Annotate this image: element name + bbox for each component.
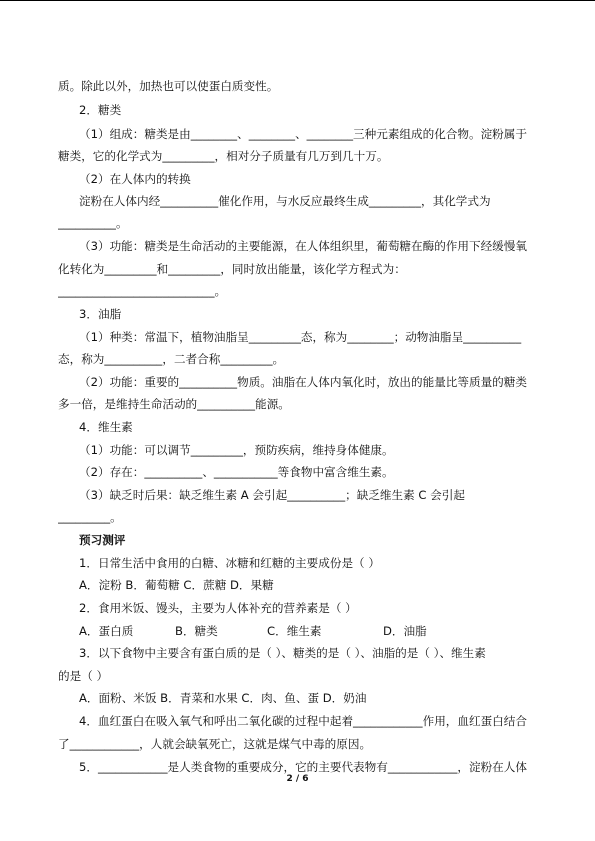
text-line: 多一倍，是维持生命活动的__________能源。 bbox=[58, 397, 290, 411]
text-line: （1）组成：糖类是由________、________、________三种元素组成的化合物。淀粉属于 bbox=[79, 127, 527, 141]
question-3: 3．以下食物中主要含有蛋白质的是（ ）、糖类的是（ ）、油脂的是（ ）、维生素 bbox=[79, 646, 486, 660]
text-line: __________。 bbox=[58, 216, 128, 230]
text-line: 态，称为__________，二者合称_________。 bbox=[58, 352, 285, 366]
text-line: ___________________________。 bbox=[58, 284, 227, 298]
text-line: 质。除此以外，加热也可以使蛋白质变性。 bbox=[58, 79, 279, 93]
question-2-options bbox=[79, 624, 548, 638]
question-1: 1．日常生活中食用的白糖、冰糖和红糖的主要成份是（ ） bbox=[79, 556, 380, 570]
text-line: 了____________，人就会缺氧死亡，这就是煤气中毒的原因。 bbox=[58, 737, 372, 751]
text-line: 的是（ ） bbox=[58, 669, 109, 683]
question-4: 4．血红蛋白在吸入氧气和呼出二氧化碳的过程中起着____________作用，血红蛋白结合 bbox=[79, 714, 527, 728]
text-line: 淀粉在人体内经__________催化作用，与水反应最终生成_________，其化学式为 bbox=[79, 194, 491, 208]
text-line: _________。 bbox=[58, 510, 122, 524]
text-line: （3）功能：糖类是生命活动的主要能源，在人体组织里，葡萄糖在酶的作用下经缓慢氧 bbox=[79, 239, 527, 253]
section-heading: 4．维生素 bbox=[79, 420, 133, 434]
question-3-options: A．面粉、米饭 B．青菜和水果 C．肉、鱼、蛋 D．奶油 bbox=[79, 691, 367, 705]
section-heading: 2．糖类 bbox=[79, 103, 122, 117]
section-heading: 3．油脂 bbox=[79, 307, 122, 321]
text-line: （1）功能：可以调节_________，预防疾病，维持身体健康。 bbox=[79, 443, 394, 457]
text-line: （2）存在：__________、___________等食物中富含维生素。 bbox=[79, 465, 394, 479]
text-line: （2）在人体内的转换 bbox=[79, 172, 191, 186]
preview-test-heading: 预习测评 bbox=[79, 533, 126, 547]
text-line: 糖类，它的化学式为_________，相对分子质量有几万到几十万。 bbox=[58, 149, 389, 163]
question-5: 5．____________是人类食物的重要成分，它的主要代表物有____________，淀粉在人体 bbox=[79, 760, 527, 774]
top-border bbox=[0, 0, 595, 1]
text-line: （2）功能：重要的__________物质。油脂在人体内氧化时，放出的能量比等质量的糖类 bbox=[79, 375, 527, 389]
question-2: 2．食用米饭、馒头，主要为人体补充的营养素是（ ） bbox=[79, 601, 357, 615]
option-b: B．糖类 bbox=[175, 624, 218, 638]
option-d: D．油脂 bbox=[383, 624, 427, 638]
text-line: （1）种类：常温下，植物油脂呈_________态，称为________；动物油脂呈__________ bbox=[79, 330, 522, 344]
question-1-options: A．淀粉 B．葡萄糖 C．蔗糖 D．果糖 bbox=[79, 578, 274, 592]
option-a: A．蛋白质 bbox=[79, 624, 134, 638]
text-line: 化转化为_________和_________，同时放出能量，该化学方程式为： bbox=[58, 262, 406, 276]
page-number: 2 / 6 bbox=[286, 774, 309, 784]
option-c: C．维生素 bbox=[267, 624, 322, 638]
text-line: （3）缺乏时后果：缺乏维生素 A 会引起__________；缺乏维生素 C 会引起 bbox=[79, 488, 465, 502]
